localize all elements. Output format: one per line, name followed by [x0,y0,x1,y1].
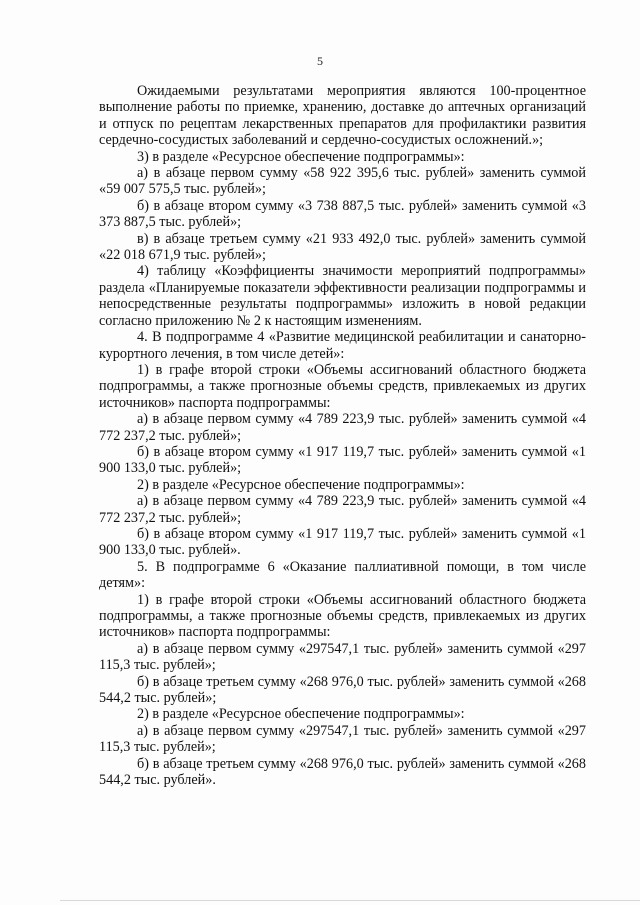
paragraph-sp6-resource-item-b: б) в абзаце третьем сумму «268 976,0 тыс. рублей» заменить суммой «268 544,2 тыс. рублей». [99,755,586,789]
paragraph-subprogram-4: 4. В подпрограмме 4 «Развитие медицинской реабилитации и санаторно-курортного лечения, в том числе детей»: [99,329,586,362]
bottom-scan-edge [60,900,640,901]
document-body [99,83,586,788]
paragraph-sp6-item-b: б) в абзаце третьем сумму «268 976,0 тыс. рублей» заменить суммой «268 544,2 тыс. рублей»; [99,673,586,707]
paragraph-sp4-resource-section: 2) в разделе «Ресурсное обеспечение подпрограммы»: [137,476,465,493]
paragraph-item-a: а) в абзаце первом сумму «58 922 395,6 тыс. рублей» заменить суммой «59 007 575,5 тыс. рублей»; [99,165,586,198]
paragraph-sp6-resource-item-a: а) в абзаце первом сумму «297547,1 тыс. рублей» заменить суммой «297 115,3 тыс. рублей»; [99,722,586,756]
paragraph-sp4-resource-item-a: а) в абзаце первом сумму «4 789 223,9 тыс. рублей» заменить суммой «4 772 237,2 тыс. рублей»; [99,493,586,526]
paragraph-sp4-resource-item-b: б) в абзаце втором сумму «1 917 119,7 тыс. рублей» заменить суммой «1 900 133,0 тыс. рублей». [99,525,586,559]
paragraph-item-c: в) в абзаце третьем сумму «21 933 492,0 тыс. рублей» заменить суммой «22 018 671,9 тыс. рублей»; [99,230,586,264]
paragraph-sp6-resource-section: 2) в разделе «Ресурсное обеспечение подпрограммы»: [137,706,465,723]
paragraph-sp6-passport: 1) в графе второй строки «Объемы ассигнований областного бюджета подпрограммы, а также прогнозные объемы средств, привлекаемых из других источников» паспорта подпрограммы: [99,591,586,641]
paragraph-sp4-item-a: а) в абзаце первом сумму «4 789 223,9 тыс. рублей» заменить суммой «4 772 237,2 тыс. рублей»; [99,411,586,444]
paragraph-item-b: б) в абзаце втором сумму «3 738 887,5 тыс. рублей» заменить суммой «3 373 887,5 тыс. рублей»; [99,197,586,231]
paragraph-resource-section: 3) в разделе «Ресурсное обеспечение подпрограммы»: [137,148,465,165]
paragraph-sp6-item-a: а) в абзаце первом сумму «297547,1 тыс. рублей» заменить суммой «297 115,3 тыс. рублей»; [99,640,586,674]
page-number: 5 [317,54,323,68]
paragraph-expected-results: Ожидаемыми результатами мероприятия являются 100-процентное выполнение работы по приемке, хранению, доставке до аптечных организаций и отпуск по рецептам лекарственных препаратов для профилактики развития сердечно-сосудистых заболеваний и сердечно-сосудистых осложнений.»; [99,83,586,149]
paragraph-sp4-item-b: б) в абзаце втором сумму «1 917 119,7 тыс. рублей» заменить суммой «1 900 133,0 тыс. рублей»; [99,443,586,477]
paragraph-coefficients-table: 4) таблицу «Коэффициенты значимости мероприятий подпрограммы» раздела «Планируемые показатели эффективности реализации подпрограммы и непосредственные результаты подпрограммы» изложить в новой редакции согласно приложению № 2 к настоящим изменениям. [99,263,586,329]
paragraph-sp4-passport: 1) в графе второй строки «Объемы ассигнований областного бюджета подпрограммы, а также прогнозные объемы средств, привлекаемых из других источников» паспорта подпрограммы: [99,361,586,411]
paragraph-subprogram-6: 5. В подпрограмме 6 «Оказание паллиативной помощи, в том числе детям»: [99,558,586,592]
